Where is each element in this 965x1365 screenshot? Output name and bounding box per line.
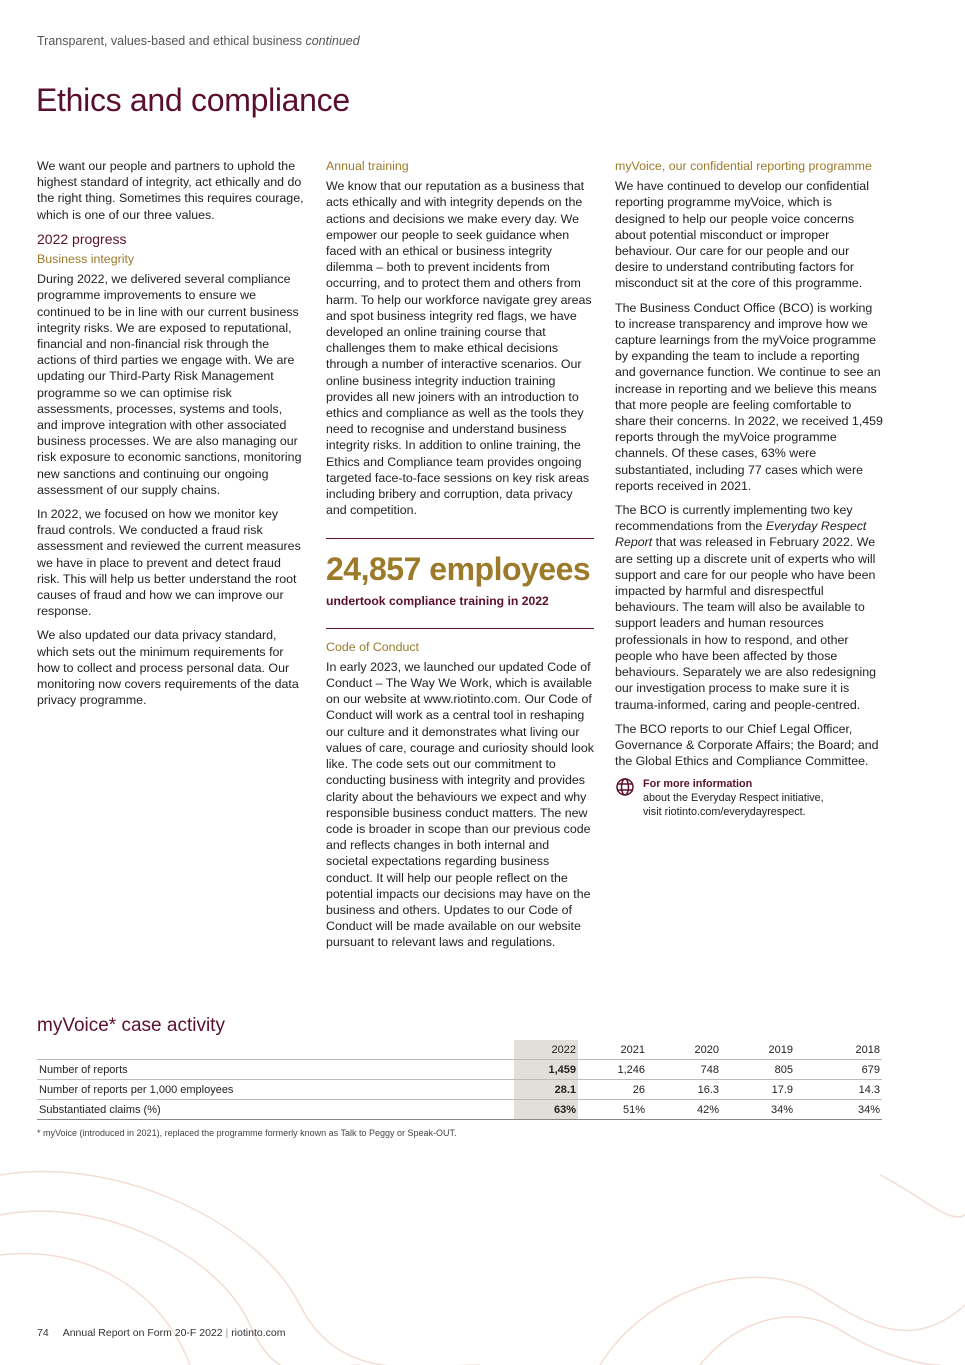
paragraph: We have continued to develop our confidential reporting programme myVoice, which is designed to help our people voice concerns about potential misconduct or improper behaviour. Our care for our people and our desire to understand contributing factors for misconduct sit at the core of this programme. bbox=[615, 179, 869, 291]
paragraph: We also updated our data privacy standard, which sets out the minimum requirements for how to collect and process personal data. Our monitoring now covers requirements of the data privacy programme. bbox=[37, 628, 299, 708]
subheading: Annual training bbox=[326, 159, 409, 173]
page-title: Ethics and compliance bbox=[36, 82, 350, 118]
text: The BCO is currently implementing two key recommendations from the bbox=[615, 503, 853, 534]
table-cell: 748 bbox=[647, 1060, 721, 1080]
paragraph bbox=[615, 502, 883, 713]
section-heading: 2022 progress bbox=[37, 230, 127, 247]
table-cell: 42% bbox=[647, 1100, 721, 1120]
header-cell bbox=[37, 1040, 514, 1060]
table-header-row bbox=[37, 1040, 882, 1060]
divider bbox=[326, 538, 594, 539]
subheading: Code of Conduct bbox=[326, 639, 419, 654]
intro-paragraph: We want our people and partners to uphold the highest standard of integrity, act ethically and do the right thing. Sometimes this requires courage, which is one of our three values. bbox=[37, 159, 304, 222]
table-cell: 28.1 bbox=[514, 1080, 578, 1100]
row-label: Number of reports per 1,000 employees bbox=[37, 1080, 514, 1100]
header-cell: 2020 bbox=[694, 1043, 719, 1056]
row-label: Number of reports bbox=[37, 1060, 514, 1080]
table-cell: 679 bbox=[795, 1060, 882, 1080]
footnote: * myVoice (introduced in 2021), replaced the programme formerly known as Talk to Peggy or Speak-OUT. bbox=[37, 1128, 457, 1138]
header-cell: 2022 bbox=[514, 1040, 578, 1060]
paragraph: In 2022, we focused on how we monitor key fraud controls. We conducted a fraud risk assessment and reviewed the current measures we have in place to prevent and detect fraud risk. This will help us better understand the root causes of fraud and how we can improve our response. bbox=[37, 507, 301, 619]
header-cell: 2019 bbox=[768, 1043, 793, 1056]
paragraph: In early 2023, we launched our updated Code of Conduct – The Way We Work, which is available on our website at www.riotinto.com. Our Code of Conduct will work as a central tool in reshaping our culture and it demonstrates what living our values of care, courage and curiosity should look like. The code sets out our commitment to conducting business with integrity and provides clarity about the behaviours we expect and why responsible business conduct matters. The new code is broader in scope than our previous code and reflects changes in both internal and societal expectations regarding business conduct. It will help our people reflect on the potential impacts our decisions may have on the business and others. Updates to our Code of Conduct will be made available on our website pursuant to relevant laws and regulations. bbox=[326, 659, 594, 950]
report-title: Everyday Respect Report bbox=[615, 519, 867, 550]
running-header-suffix: continued bbox=[305, 34, 360, 48]
table-cell: 14.3 bbox=[795, 1080, 882, 1100]
table-cell: 63% bbox=[514, 1100, 578, 1120]
table-cell: 26 bbox=[578, 1080, 647, 1100]
more-info-title: For more information bbox=[643, 778, 753, 791]
table-cell: 34% bbox=[795, 1100, 882, 1120]
more-info-link[interactable]: about the Everyday Respect initiative, visit riotinto.com/everydayrespect. bbox=[643, 792, 824, 819]
header-cell: 2021 bbox=[620, 1043, 645, 1056]
globe-icon bbox=[615, 777, 635, 797]
case-activity-table bbox=[37, 1040, 882, 1120]
table-cell: 51% bbox=[578, 1100, 647, 1120]
table-cell: 17.9 bbox=[721, 1080, 795, 1100]
website-link[interactable]: riotinto.com bbox=[231, 1327, 286, 1339]
table-row bbox=[37, 1080, 882, 1100]
more-info-text bbox=[643, 777, 843, 819]
row-label: Substantiated claims (%) bbox=[37, 1100, 514, 1120]
divider bbox=[326, 628, 594, 629]
column-3 bbox=[615, 158, 883, 819]
key-stat-caption: undertook compliance training in 2022 bbox=[326, 594, 549, 609]
paragraph: During 2022, we delivered several compliance programme improvements to ensure we continued to be in line with our current business integrity risks. We are exposed to reputational, financial and non-financial risk through the actions of third parties we engage with. We are updating our Third-Party Risk Management programme so we can optimise risk assessments, processes, systems and tools, and improve integration with other associated business processes. We are also managing our risk exposure to economic sanctions, monitoring new sanctions and continuing our ongoing assessment of our supply chains. bbox=[37, 272, 302, 497]
table-title: myVoice* case activity bbox=[37, 1015, 225, 1036]
paragraph: We know that our reputation as a business that acts ethically and with integrity depends on the actions and decisions we make every day. We empower our people to seek guidance when faced with an ethical or business integrity dilemma – both to prevent incidents from occurring, and to protect them and others from harm. To help our workforce navigate grey areas and spot business integrity red flags, we have developed an online training course that challenges them to make ethical decisions through a number of interactive scenarios. Our online business integrity induction training provides all new joiners with an introduction to ethics and compliance as well as the tools they need to recognise and understand business integrity risks. In addition to online training, the Ethics and Compliance team provides ongoing targeted face-to-face sessions on key risk areas including bribery and corruption, data privacy and competition. bbox=[326, 179, 592, 518]
running-header bbox=[37, 34, 360, 48]
table-cell: 1,459 bbox=[514, 1060, 578, 1080]
header-cell: 2018 bbox=[855, 1043, 880, 1056]
more-info bbox=[615, 777, 883, 819]
report-name: Annual Report on Form 20-F 2022 bbox=[62, 1327, 223, 1339]
running-header-text: Transparent, values-based and ethical business bbox=[37, 34, 302, 48]
table-cell: 805 bbox=[721, 1060, 795, 1080]
text: that was released in February 2022. We are setting up a discrete unit of experts who will support and care for our people who have been impacted by harmful and disrespectful behaviours. The team will also be available to support leaders and human resources professionals in how to respond, and other people who have been affected by those behaviours. Separately we are also redesigning our investigation process to make sure it is trauma-informed, caring and people-centred. bbox=[615, 535, 877, 712]
page-footer: 74 Annual Report on Form 20-F 2022 | riotinto.com bbox=[37, 1327, 286, 1339]
subheading: Business integrity bbox=[37, 252, 135, 267]
column-1 bbox=[37, 158, 305, 717]
paragraph: The Business Conduct Office (BCO) is working to increase transparency and improve how we capture learnings from the myVoice programme by expanding the team to include a reporting and governance function. We continue to see an increase in reporting and we believe this means that more people are feeling comfortable to share their concerns. In 2022, we received 1,459 reports through the myVoice programme channels. Of these cases, 63% were substantiated, including 77 cases which were reports received in 2021. bbox=[615, 300, 883, 493]
table-cell: 34% bbox=[721, 1100, 795, 1120]
table-cell: 16.3 bbox=[647, 1080, 721, 1100]
key-stat: 24,857 employees bbox=[326, 551, 591, 588]
paragraph: The BCO reports to our Chief Legal Officer, Governance & Corporate Affairs; the Board; and the Global Ethics and Compliance Committee. bbox=[615, 721, 879, 769]
page-number: 74 bbox=[37, 1327, 49, 1339]
table-row bbox=[37, 1100, 882, 1120]
table-cell: 1,246 bbox=[578, 1060, 647, 1080]
column-2 bbox=[326, 158, 594, 959]
table-row bbox=[37, 1060, 882, 1080]
subheading: myVoice, our confidential reporting programme bbox=[615, 159, 872, 173]
